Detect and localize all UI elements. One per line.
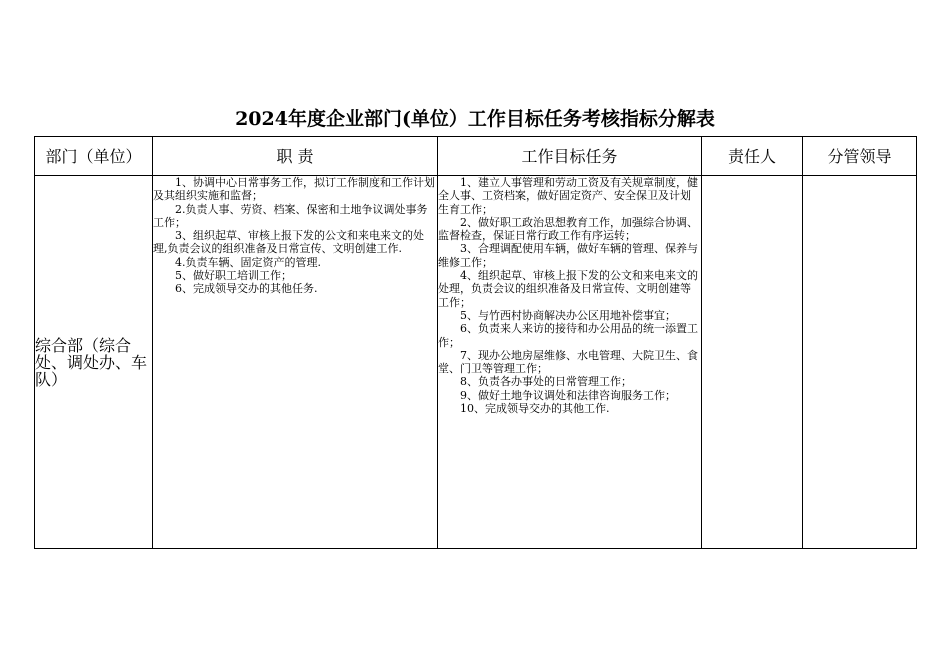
leader-cell xyxy=(803,176,917,549)
target-item: 2、做好职工政治思想教育工作，加强综合协调、监督检查，保证日常行政工作有序运转； xyxy=(438,215,698,243)
table-header-row xyxy=(35,137,917,176)
target-item: 5、与竹西村协商解决办公区用地补偿事宜； xyxy=(460,308,676,322)
target-item: 8、负责各办事处的日常管理工作； xyxy=(460,375,632,389)
target-item: 7、现办公地房屋维修、水电管理、大院卫生、食堂、门卫等管理工作； xyxy=(438,348,698,376)
header-targets: 工作目标任务 xyxy=(438,137,702,176)
duty-item: 1、协调中心日常事务工作，拟订工作制度和工作计划及其组织实施和监督； xyxy=(153,176,435,203)
target-item: 6、负责来人来访的接待和办公用品的统一添置工作； xyxy=(438,322,698,349)
responsible-cell xyxy=(702,176,803,549)
target-item: 1、建立人事管理和劳动工资及有关规章制度，健全人事、工资档案，做好固定资产、安全保卫及计划生育工作； xyxy=(438,176,698,216)
duty-item: 3、组织起草、审核上报下发的公文和来电来文的处理,负责会议的组织准备及日常宣传、文明创建工作. xyxy=(153,229,424,256)
header-department: 部门（单位） xyxy=(35,137,153,176)
table-row xyxy=(35,176,917,549)
target-item: 4、组织起草、审核上报下发的公文和来电来文的处理，负责会议的组织准备及日常宣传、文明创建等工作； xyxy=(438,269,698,309)
duty-item: 4.负责车辆、固定资产的管理. xyxy=(175,255,321,269)
targets-cell xyxy=(438,176,702,549)
task-breakdown-table xyxy=(34,136,917,549)
target-item: 9、做好土地争议调处和法律咨询服务工作； xyxy=(460,388,676,402)
duties-cell xyxy=(153,176,438,549)
document-title: 2024年度企业部门(单位）工作目标任务考核指标分解表 xyxy=(235,108,715,130)
header-leader: 分管领导 xyxy=(803,137,917,176)
target-item: 3、合理调配使用车辆，做好车辆的管理、保养与维修工作； xyxy=(438,242,698,269)
header-duties: 职 责 xyxy=(153,137,438,176)
header-responsible: 责任人 xyxy=(702,137,803,176)
department-cell: 综合部（综合处、调处办、车队） xyxy=(35,176,153,549)
target-item: 10、完成领导交办的其他工作. xyxy=(460,402,610,416)
duty-item: 6、完成领导交办的其他任务. xyxy=(175,282,318,296)
duty-item: 5、做好职工培训工作； xyxy=(175,269,292,283)
duty-item: 2.负责人事、劳资、档案、保密和土地争议调处事务工作； xyxy=(153,202,428,229)
